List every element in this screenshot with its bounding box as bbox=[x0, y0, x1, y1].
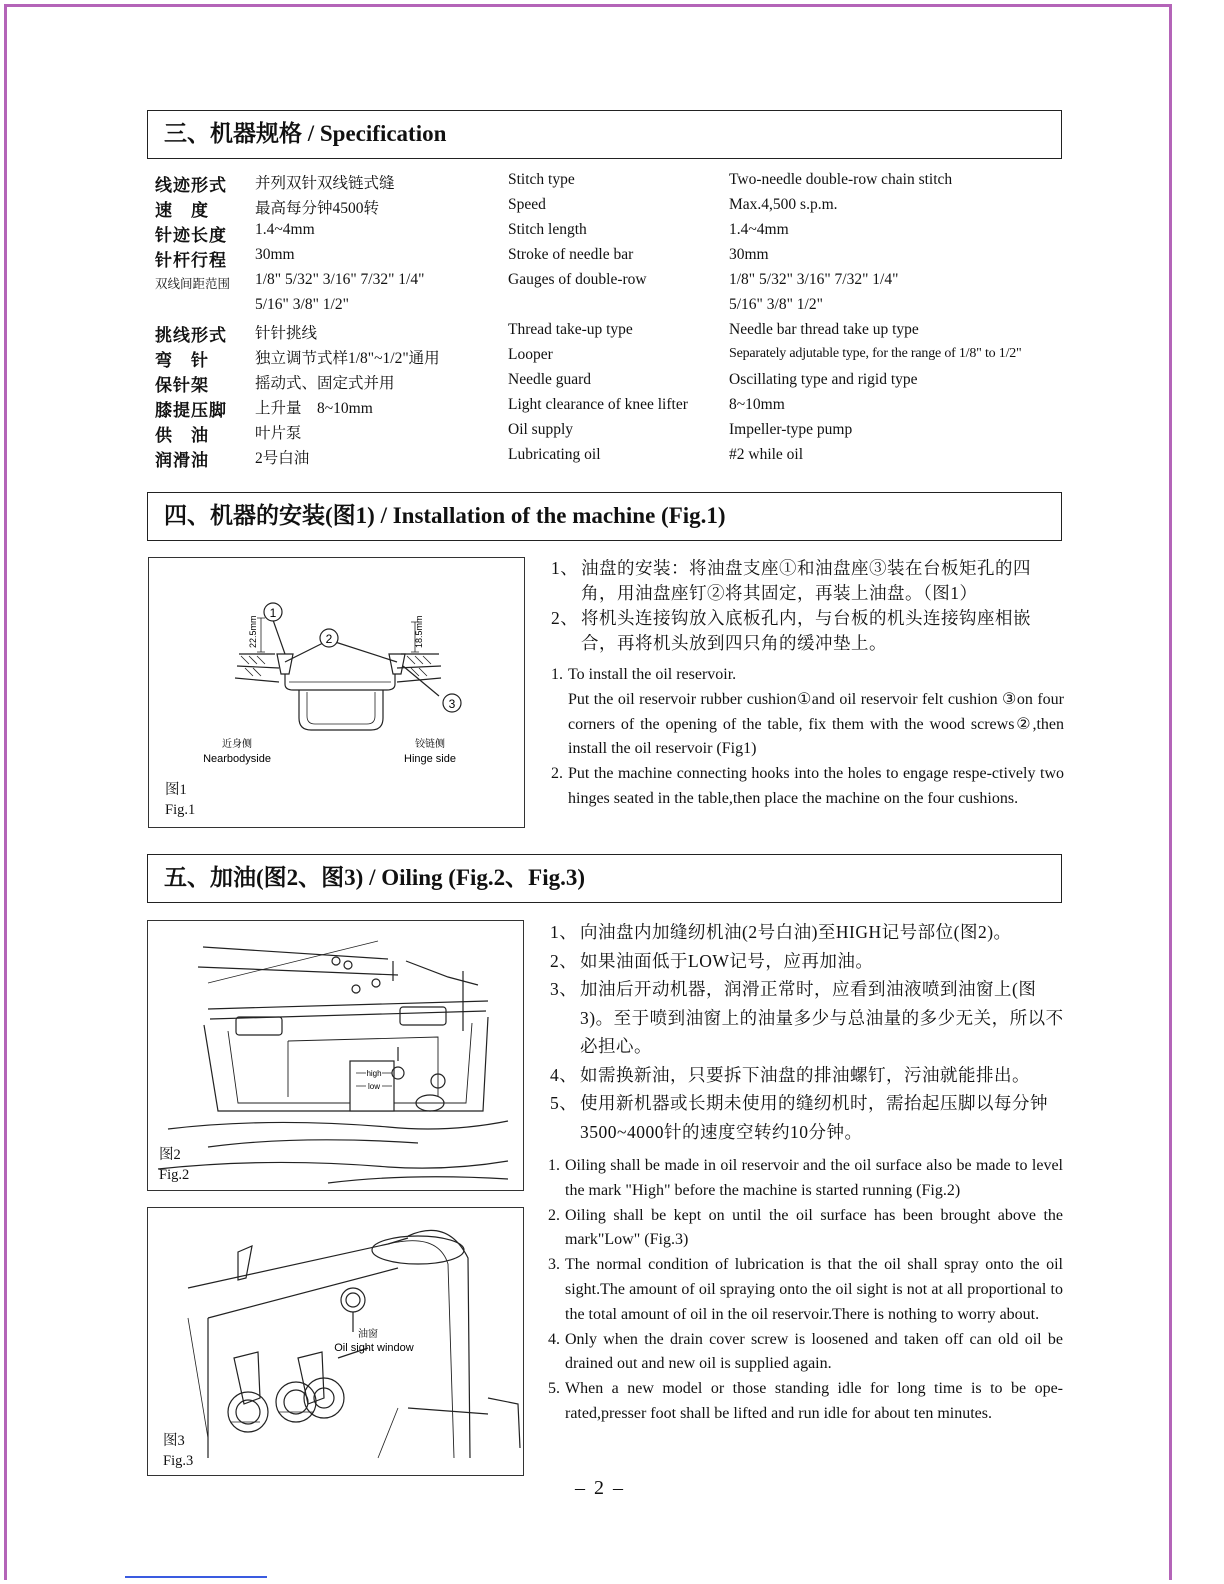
dimension-right-label: 18.5mm bbox=[414, 615, 424, 648]
spec-cn-label: 保针架 bbox=[155, 376, 209, 395]
spec-cn-value: 最高每分钟4500转 bbox=[255, 200, 380, 217]
spec-cn-label: 膝提压脚 bbox=[155, 401, 227, 420]
list-item: 3. The normal condition of lubrication is that the oil shall spray onto the oil sight.The amount of oil spraying onto the oil sight is not at all proportional to the total amount of oil in the oil reservoir.There is nothing to worry about. bbox=[548, 1256, 1063, 1323]
callout-2-label: 2 bbox=[325, 632, 333, 646]
callout-1-label: 1 bbox=[269, 606, 277, 620]
spec-cn-value: 30mm bbox=[255, 246, 295, 263]
list-item: 4. Only when the drain cover screw is loosened and taken off can old oil be drained out and new oil is supplied again. bbox=[548, 1330, 1063, 1373]
spec-cn-label: 供 油 bbox=[155, 426, 209, 445]
spec-cn-value: 1/8" 5/32" 3/16" 7/32" 1/4" bbox=[255, 271, 425, 288]
list-item: Put the oil reservoir rubber cushion①and oil reservoir felt cushion ③on four corners of the opening of the table, fix them with the wood screws②,then install the oil reservoir (Fig1) bbox=[568, 690, 1064, 758]
spec-cn-value: 独立调节式样1/8"~1/2"通用 bbox=[255, 350, 440, 367]
figure-3-caption bbox=[163, 1431, 193, 1471]
spec-en-label: Needle guard bbox=[508, 371, 592, 388]
section-heading-specification: 三、机器规格 / Specification bbox=[147, 110, 1062, 159]
spec-cn-value: 5/16" 3/8" 1/2" bbox=[255, 296, 349, 313]
list-item: 3、 加油后开动机器，润滑正常时，应看到油液喷到油窗上(图3)。至于喷到油窗上的油量多少与总油量的多少无关，所以不必担心。 bbox=[550, 979, 1064, 1056]
spec-en-label: Lubricating oil bbox=[508, 446, 601, 463]
spec-en-value: 1.4~4mm bbox=[729, 221, 789, 238]
figure-1-caption-cn: 图1 bbox=[165, 782, 187, 798]
spec-en-value: Needle bar thread take up type bbox=[729, 321, 919, 338]
spec-en-value: Impeller-type pump bbox=[729, 421, 853, 438]
spec-en-label: Stitch type bbox=[508, 171, 575, 188]
installation-steps-en bbox=[551, 663, 1064, 812]
spec-en-label: Stroke of needle bar bbox=[508, 246, 634, 263]
near-side-en-label: Nearbodyside bbox=[203, 753, 271, 765]
spec-en-label: Thread take-up type bbox=[508, 321, 633, 338]
list-item: 1、 向油盘内加缝纫机油(2号白油)至HIGH记号部位(图2)。 bbox=[550, 922, 1012, 942]
spec-cn-label: 润滑油 bbox=[155, 451, 209, 470]
section-heading-installation: 四、机器的安装(图1) / Installation of the machine (Fig.1) bbox=[147, 492, 1062, 541]
near-side-cn-label: 近身侧 bbox=[222, 739, 252, 750]
spec-en-value: 30mm bbox=[729, 246, 769, 263]
spec-en-value: 8~10mm bbox=[729, 396, 785, 413]
spec-en-label: Gauges of double-row bbox=[508, 271, 647, 288]
oiling-steps-cn bbox=[550, 918, 1064, 1146]
list-item: 4、 如需换新油，只要拆下油盘的排油螺钉，污油就能排出。 bbox=[550, 1064, 1030, 1085]
spec-en-label: Speed bbox=[508, 196, 546, 213]
spec-cn-value: 叶片泵 bbox=[255, 425, 302, 442]
figure-1-box bbox=[148, 557, 525, 828]
oil-window-cn-label: 油窗 bbox=[358, 1329, 378, 1340]
callout-3-label: 3 bbox=[448, 697, 456, 711]
spec-cn-label: 双线间距范围 bbox=[155, 277, 231, 291]
list-item: 2、 如果油面低于LOW记号，应再加油。 bbox=[550, 950, 874, 971]
figure-2-box bbox=[147, 920, 524, 1191]
page-number: – 2 – bbox=[575, 1477, 625, 1499]
figure-1-caption bbox=[165, 780, 195, 820]
spec-en-value: Max.4,500 s.p.m. bbox=[729, 196, 838, 213]
figure-2-caption-en: Fig.2 bbox=[159, 1167, 190, 1183]
figure-1-caption-en: Fig.1 bbox=[165, 802, 196, 818]
spec-en-label: Light clearance of knee lifter bbox=[508, 396, 688, 413]
hinge-side-cn-label: 铰链侧 bbox=[415, 739, 445, 750]
spec-cn-value: 2号白油 bbox=[255, 450, 310, 467]
spec-cn-value: 并列双针双线链式缝 bbox=[255, 175, 395, 192]
spec-en-value: 5/16" 3/8" 1/2" bbox=[729, 296, 823, 313]
list-item: 2. Put the machine connecting hooks into the holes to engage respe-ctively two hinges seated in the table,then place the machine on the four cushions. bbox=[551, 765, 1064, 807]
hinge-side-en-label: Hinge side bbox=[404, 753, 456, 765]
spec-cn-label: 弯 针 bbox=[155, 351, 209, 370]
figure-3-box bbox=[147, 1207, 524, 1476]
spec-en-value: #2 while oil bbox=[729, 446, 804, 463]
list-item: 1. To install the oil reservoir. bbox=[551, 666, 737, 683]
oiling-steps-en bbox=[548, 1154, 1063, 1427]
list-item: 2. Oiling shall be kept on until the oil surface has been brought above the mark"Low" (Fig.3) bbox=[548, 1206, 1063, 1249]
list-item: 5、 使用新机器或长期未使用的缝纫机时，需抬起压脚以每分钟3500~4000针的速度空转约10分钟。 bbox=[550, 1093, 1048, 1142]
spec-cn-label: 线迹形式 bbox=[155, 176, 227, 195]
spec-en-label: Stitch length bbox=[508, 221, 587, 238]
spec-cn-value: 摇动式、固定式并用 bbox=[255, 375, 395, 392]
spec-en-value: Oscillating type and rigid type bbox=[729, 371, 918, 388]
spec-en-label: Oil supply bbox=[508, 421, 574, 438]
figure-3-caption-cn: 图3 bbox=[163, 1433, 185, 1449]
figure-2-caption-cn: 图2 bbox=[159, 1147, 181, 1163]
spec-cn-label: 速 度 bbox=[155, 201, 209, 220]
spec-cn-value: 针针挑线 bbox=[255, 325, 318, 342]
oil-window-en-label: Oil sight window bbox=[334, 1342, 414, 1354]
list-item: 1. Oiling shall be made in oil reservoir and the oil surface also be made to level the mark "High" before the machine is started running (Fig.2) bbox=[548, 1157, 1063, 1199]
spec-en-value: Two-needle double-row chain stitch bbox=[729, 171, 953, 188]
spec-en-value: 1/8" 5/32" 3/16" 7/32" 1/4" bbox=[729, 271, 899, 288]
list-item: 5. When a new model or those standing idle for long time is to be ope-rated,presser foot shall be lifted and run idle for about ten minutes. bbox=[548, 1380, 1063, 1422]
spec-cn-value: 上升量 8~10mm bbox=[255, 400, 373, 417]
list-item: 1、 油盘的安装：将油盘支座①和油盘座③装在台板矩孔的四角，用油盘座钉②将其固定，再装上油盘。（图1） bbox=[551, 558, 1031, 603]
spec-en-value: Separately adjutable type, for the range of 1/8" to 1/2" bbox=[729, 346, 1022, 361]
spec-cn-label: 针杆行程 bbox=[155, 251, 227, 270]
spec-cn-label: 针迹长度 bbox=[155, 226, 227, 245]
installation-steps-cn bbox=[551, 556, 1064, 656]
bottom-link-underline bbox=[125, 1576, 267, 1578]
oil-sight-window-diagram bbox=[148, 1208, 525, 1477]
spec-en-label: Looper bbox=[508, 346, 553, 363]
mark-low-label: low bbox=[367, 1082, 381, 1091]
mark-high-label: high bbox=[366, 1069, 382, 1078]
oil-reservoir-level-diagram bbox=[148, 921, 525, 1192]
spec-cn-label: 挑线形式 bbox=[155, 326, 227, 345]
oil-reservoir-installation-diagram bbox=[149, 558, 526, 829]
figure-2-caption bbox=[159, 1145, 189, 1185]
figure-3-caption-en: Fig.3 bbox=[163, 1453, 194, 1469]
section-heading-oiling: 五、加油(图2、图3) / Oiling (Fig.2、Fig.3) bbox=[147, 854, 1062, 903]
spec-cn-value: 1.4~4mm bbox=[255, 221, 315, 238]
list-item: 2、 将机头连接钩放入底板孔内，与台板的机头连接钩座相嵌合，再将机头放到四只角的缓冲垫上。 bbox=[551, 608, 1031, 653]
dimension-left-label: 22.5mm bbox=[248, 615, 258, 648]
